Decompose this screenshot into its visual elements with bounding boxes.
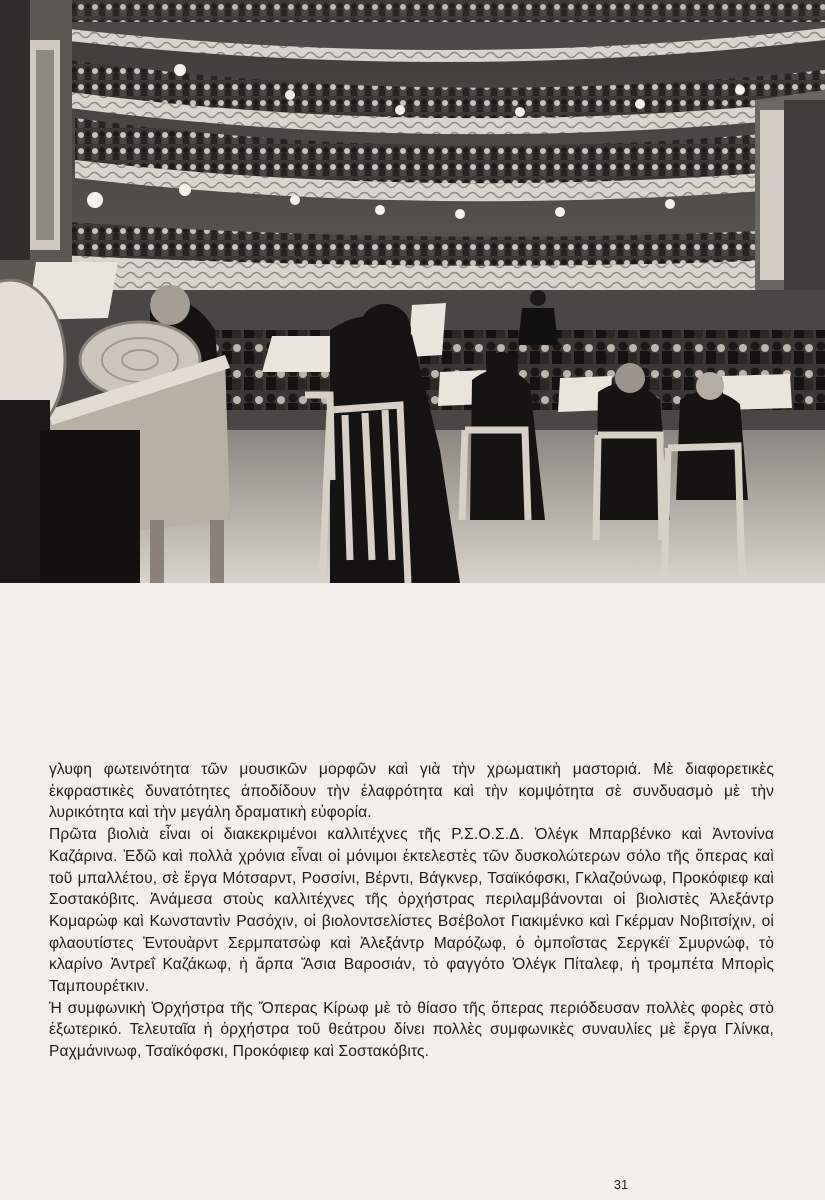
- paragraph: Πρῶτα βιολιὰ εἶναι οἱ διακεκριμένοι καλλιτέχνες τῆς Ρ.Σ.Ο.Σ.Δ. Ὀλέγκ Μπαρβένκο καὶ Ἀντονίνα Καζάρινα. Ἐδῶ καὶ πολλὰ χρόνια εἶναι οἱ μόνιμοι ἐκτελεστὲς τῶν δυσκολώτερων σόλο τῆς ὄπερας καὶ τοῦ μπαλλέτου, σὲ ἔργα Μότσαρντ, Ροσσίνι, Βέρντι, Βάγκνερ, Τσαϊκόφσκι, Γκλαζούνωφ, Προκόφιεφ καὶ Σοστακόβιτς. Ἀνάμεσα στοὺς καλλιτέχνες τῆς ὀρχήστρας περιλαμβάνονται οἱ βιολιστὲς Ἀλεξάντρ Κομαρώφ καὶ Κωνσταντὶν Ρασόχιν, οἱ βιολοντσελίστες Βσέβολοτ Γιακιμένκο καὶ Γκέρμαν Νοβιτσίχιν, οἱ φλαουτίστες Ἐντουὰρντ Σερμπατσὼφ καὶ Ἀλεξάντρ Μαρόζωφ, ὁ ὀμποΐστας Σεργκέϊ Σμυρνώφ, τὸ κλαρίνο Ἀντρεΐ Καζάκωφ, ἡ ἄρπα Ἄσια Βαροσιάν, τὸ φαγγότο Ὀλέγκ Πίταλεφ, ἡ τρομπέτα Μπορὶς Ταμπουρέτκιν.: [49, 826, 774, 996]
- article-body: [49, 759, 774, 1063]
- orchestra-photo-illustration: [0, 0, 825, 583]
- paragraph: γλυφη φωτεινότητα τῶν μουσικῶν μορφῶν καὶ γιὰ τὴν χρωματικὴ μαστοριά. Μὲ διαφορετικὲς ἐκφραστικὲς δυνατότητες ἀποδίδουν τὴν ἐλαφρότητα καὶ τὴν κομψότητα σὲ συνδυασμὸ μὲ τὴν λυρικότητα καὶ τὴν μεγάλη δραματικὴ εὐφορία.: [49, 761, 774, 822]
- paragraph: Ἡ συμφωνικὴ Ὀρχήστρα τῆς Ὄπερας Κίρωφ μὲ τὸ θίασο τῆς ὄπερας περιόδευσαν πολλὲς φορὲς στὸ ἐξωτερικό. Τελευταῖα ἡ ὀρχήστρα τοῦ θεάτρου δίνει πολλὲς συμφωνικὲς συναυλίες μὲ ἔργα Γλίνκα, Ραχμάνινωφ, Τσαϊκόφσκι, Προκόφιεφ καὶ Σοστακόβιτς.: [49, 999, 774, 1061]
- orchestra-photo: [0, 0, 825, 583]
- page-number: 31: [613, 1177, 629, 1192]
